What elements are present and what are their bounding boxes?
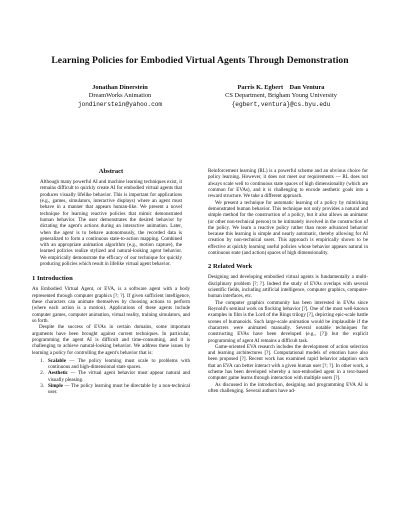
- author-affiliation: DreamWorks Animation: [88, 92, 152, 100]
- introduction-heading: 1 Introduction: [32, 275, 73, 283]
- list-item: [32, 358, 190, 371]
- author-block-2: [198, 84, 364, 109]
- left-column: [32, 168, 190, 396]
- list-number: 3.: [40, 383, 44, 390]
- list-text: — The policy learning must be directable by a non-technical user.: [48, 383, 190, 396]
- paper-title: Learning Policies for Embodied Virtual Agents Through Demonstration: [51, 55, 349, 66]
- list-term: Simple: [48, 383, 63, 390]
- right-column: [208, 168, 368, 394]
- author-name: Parris K. Egbert Dan Ventura: [237, 84, 325, 91]
- list-item: [32, 383, 190, 396]
- list-item: [32, 370, 190, 383]
- author-name: Jonathan Dinerstein: [92, 84, 148, 91]
- intro-paragraph: Despite the success of EVAs in certain domains, some important arguments have been brought against current techniques. In particular, programming the agent AI is difficult and time-consuming, and it is challenging to achieve natural-looking behavior. We address these issues by learning a policy for controlling the agent's behavior that is:: [32, 324, 190, 356]
- list-text: — The policy learning must scale to problems with continuous and high-dimensional state spaces.: [48, 357, 190, 371]
- list-term: Aesthetic: [48, 370, 68, 377]
- related-paragraph: Game-oriented EVA research includes the development of action selection and learning architectures [?]. Computational models of emotion have also been proposed [?]. Recent work has examined rapid behavior adaption such that an EVA can better interact with a given human user [?; ?]. In other work, a scheme has been developed whereby a non-embodied agent in a text-based computer game learns through interaction with multiple users [?].: [208, 343, 368, 382]
- related-paragraph: The computer graphics community has been interested in EVAs since Reynold's seminal work on flocking behavior [?]. One of the most well-known examples in film is the Lord of the Rings trilogy [?], depicting epic-scale battle scenes of humanoids. Such large-scale animation would be implausible if the characters were animated manually. Several notable techniques for constructing EVAs have been developed (e.g., [?]) but the explicit programming of agent AI remains a difficult task.: [208, 299, 368, 344]
- list-number: 2.: [40, 370, 44, 377]
- body-paragraph: We present a technique for automatic learning of a policy by mimicking demonstrated human behavior. This technique not only provides a natural and simple method for the construction of a policy, but it also allows an animator (or other non-technical person) to be intimately involved in the construction of the policy. We learn a reactive policy rather than more advanced behavior because this learning is simple and nearly automatic, thereby allowing for AI creation by non-technical users. This approach is empirically shown to be effective at quickly learning useful policies whose behavior appears natural in continuous state (and action) spaces of high dimensionality.: [208, 199, 368, 257]
- author-email: {egbert,ventura}@cs.byu.edu: [231, 100, 331, 108]
- abstract-text: Although many powerful AI and machine learning techniques exist, it remains difficult to quickly create AI for embodied virtual agents that produces visually lifelike behavior. This is important for applications (e.g., games, simulators, interactive displays) where an agent must behave in a manner that appears human-like. We present a novel technique for learning reactive policies that mimic demonstrated human behavior. The user demonstrates the desired behavior by dictating the agent's actions during an interactive animation. Later, when the agent is to behave autonomously, the recorded data is generalized to form a continuous state-to-action mapping. Combined with an appropriate animation algorithm (e.g., motion capture), the learned policies realize stylized and natural-looking agent behavior. We empirically demonstrate the efficacy of our technique for quickly producing policies which result in lifelike virtual agent behavior.: [40, 179, 182, 268]
- requirements-list: [32, 358, 190, 396]
- list-text: — The virtual agent behavior must appear natural and visually pleasing.: [48, 370, 190, 383]
- author-affiliation: CS Department, Brigham Young University: [225, 92, 337, 100]
- abstract-heading: Abstract: [98, 168, 124, 175]
- list-term: Scalable: [48, 357, 66, 364]
- list-number: 1.: [40, 357, 44, 364]
- author-block-1: [60, 84, 180, 109]
- intro-paragraph: An Embodied Virtual Agent, or EVA, is a software agent with a body represented through computer graphics [?; ?]. If given sufficient intelligence, these characters can animate themselves by choosing actions to perform (where each action is a motion). Applications of these agents include computer games, computer animation, virtual reality, training simulators, and so forth.: [32, 286, 190, 324]
- author-email: jondinerstein@yahoo.com: [77, 100, 163, 108]
- related-paragraph: Designing and developing embodied virtual agents is fundamentally a multi-disciplinary problem [?; ?]. Indeed the study of EVAs overlaps with several scientific fields, including artificial intelligence, computer graphics, computer-human interfaces, etc.: [208, 274, 368, 300]
- related-paragraph: As discussed in the introduction, designing and programming EVA AI is often challenging. Several authors have ad-: [208, 381, 368, 394]
- related-work-heading: 2 Related Work: [208, 263, 253, 271]
- body-paragraph: Reinforcement learning (RL) is a powerful scheme and an obvious choice for policy learning. However, it does not meet our requirements — RL does not always scale well to continuous state spaces of high dimensionality (which are common for EVAs), and it is challenging to encode aesthetic goals into a reward structure. We take a different approach.: [208, 168, 368, 200]
